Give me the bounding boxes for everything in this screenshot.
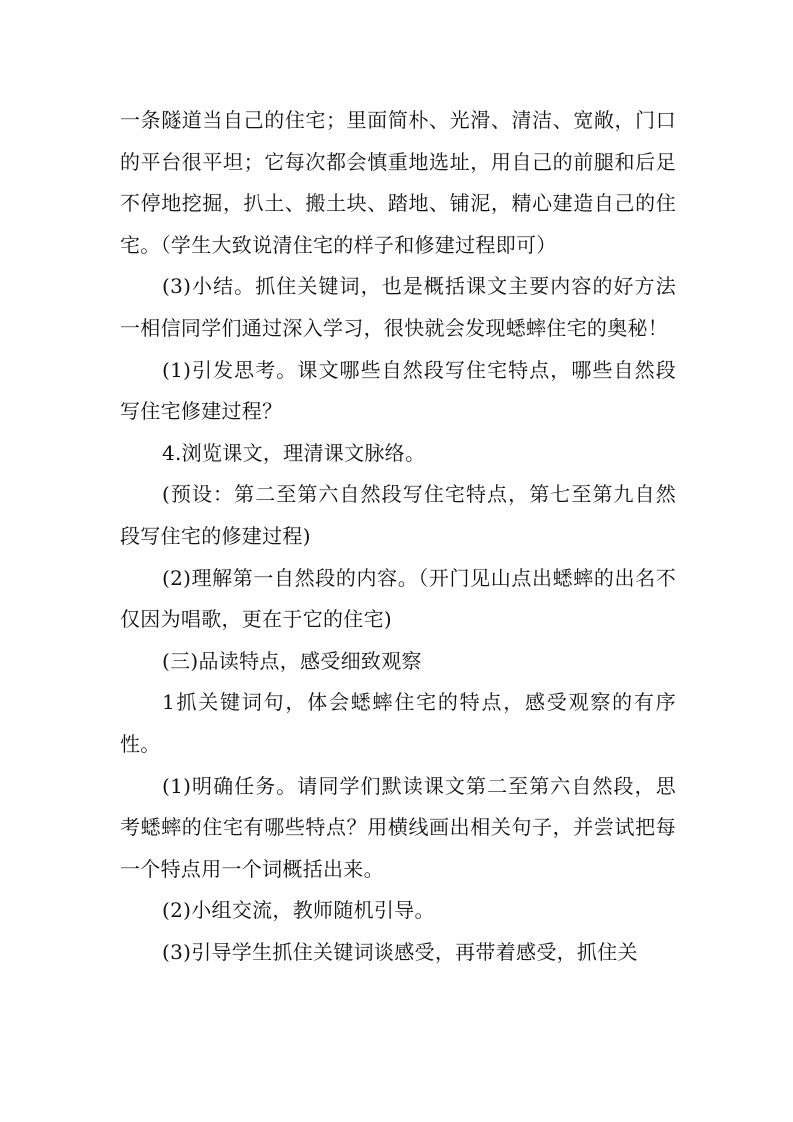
paragraph-2: (3)小结。抓住关键词，也是概括课文主要内容的好方法一相信同学们通过深入学习，很快就会发现蟋蟀住宅的奥秘！ (120, 274, 676, 340)
paragraph-3: (1)引发思考。课文哪些自然段写住宅特点，哪些自然段写住宅修建过程？ (120, 357, 676, 424)
paragraph-1: 一条隧道当自己的住宅；里面简朴、光滑、清洁、宽敞，门口的平台很平坦；它每次都会慎重地选址，用自己的前腿和后足不停地挖掘，扒土、搬土块、踏地、铺泥，精心建造自己的住宅。（学生大致说清住宅的样子和修建过程即可） (120, 108, 676, 257)
document-body (120, 100, 676, 973)
paragraph-11: (3)引导学生抓住关键词谈感受，再带着感受，抓住关 (162, 939, 638, 964)
paragraph-9: (1)明确任务。请同学们默读课文第二至第六自然段，思考蟋蟀的住宅有哪些特点？用横线画出相关句子，并尝试把每一个特点用一个词概括出来。 (120, 773, 676, 881)
paragraph-10: (2)小组交流，教师随机引导。 (162, 898, 435, 923)
paragraph-6: (2)理解第一自然段的内容。（开门见山点出蟋蟀的出名不仅因为唱歌，更在于它的住宅) (120, 565, 676, 632)
paragraph-4: 4.浏览课文，理清课文脉络。 (162, 440, 426, 465)
paragraph-8: 1抓关键词句，体会蟋蟀住宅的特点，感受观察的有序性。 (120, 690, 676, 756)
paragraph-7: (三)品读特点，感受细致观察 (162, 648, 422, 673)
paragraph-5: (预设：第二至第六自然段写住宅特点，第七至第九自然段写住宅的修建过程) (120, 482, 676, 548)
